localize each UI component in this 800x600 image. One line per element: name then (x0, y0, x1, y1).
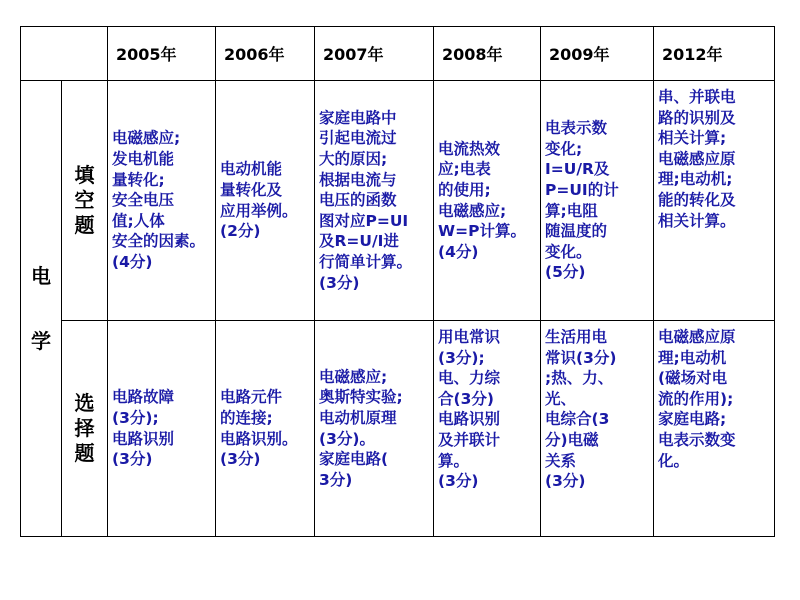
row-choice (21, 321, 775, 537)
cell-fill-in-2006: 电动机能 量转化及 应用举例。 (2分) (216, 81, 315, 321)
label-choice: 选 择 题 (62, 321, 108, 537)
row-fill-in (21, 81, 775, 321)
cell-choice-2008: 用电常识 (3分); 电、力综 合(3分) 电路识别 及并联计 算。 (3分) (434, 321, 541, 537)
category-char: 学 (31, 328, 51, 353)
cell-fill-in-2005: 电磁感应; 发电机能 量转化; 安全电压 值;人体 安全的因素。 (4分) (108, 81, 216, 321)
header-year-2007: 2007年 (315, 27, 434, 81)
cell-choice-2009: 生活用电 常识(3分) ;热、力、 光、 电综合(3 分)电磁 关系 (3分) (541, 321, 654, 537)
header-corner (21, 27, 108, 81)
header-year-2012: 2012年 (654, 27, 775, 81)
cell-fill-in-2012: 串、并联电 路的识别及 相关计算; 电磁感应原 理;电动机; 能的转化及 相关计算。 (654, 81, 775, 321)
cell-choice-2005: 电路故障 (3分); 电路识别 (3分) (108, 321, 216, 537)
label-fill-in: 填 空 题 (62, 81, 108, 321)
cell-choice-2007: 电磁感应; 奥斯特实验; 电动机原理 (3分)。 家庭电路( 3分) (315, 321, 434, 537)
header-year-2008: 2008年 (434, 27, 541, 81)
header-year-2005: 2005年 (108, 27, 216, 81)
cell-choice-2006: 电路元件 的连接; 电路识别。 (3分) (216, 321, 315, 537)
exam-topic-table (20, 26, 775, 537)
header-year-2009: 2009年 (541, 27, 654, 81)
cell-fill-in-2008: 电流热效 应;电表 的使用; 电磁感应; W=P计算。 (4分) (434, 81, 541, 321)
cell-fill-in-2009: 电表示数 变化; I=U/R及 P=UI的计 算;电阻 随温度的 变化。 (5分) (541, 81, 654, 321)
category-char: 电 (31, 263, 51, 288)
category-electricity (21, 81, 62, 537)
cell-choice-2012: 电磁感应原 理;电动机 (磁场对电 流的作用); 家庭电路; 电表示数变 化。 (654, 321, 775, 537)
header-year-2006: 2006年 (216, 27, 315, 81)
header-row (21, 27, 775, 81)
cell-fill-in-2007: 家庭电路中 引起电流过 大的原因; 根据电流与 电压的函数 图对应P=UI 及R=U/I进 行简单计算。 (3分) (315, 81, 434, 321)
